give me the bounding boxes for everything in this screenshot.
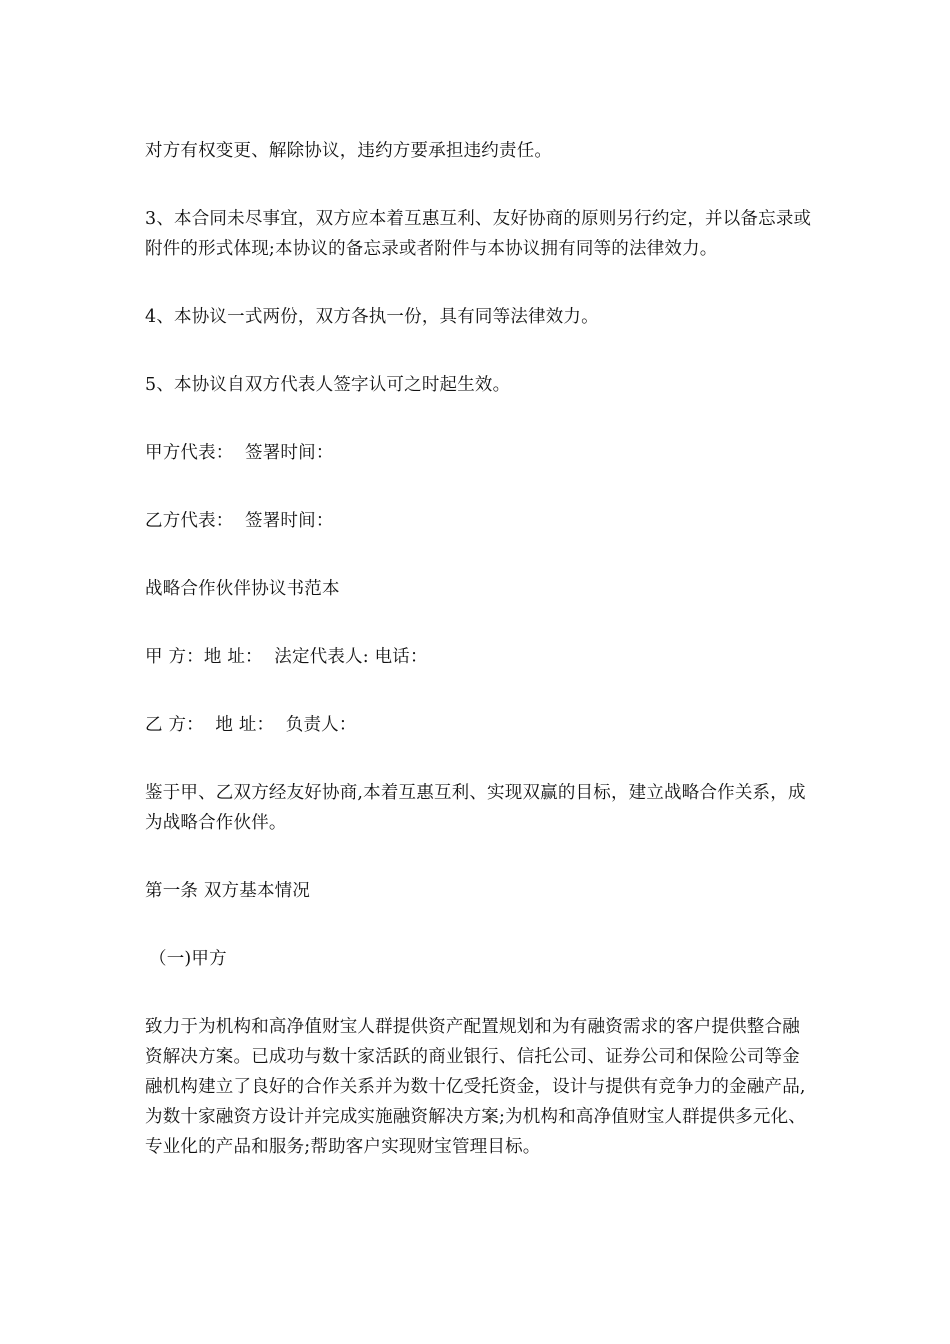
- section-party-a-heading: （一)甲方: [149, 949, 227, 969]
- preamble-paragraph: 鉴于甲、乙双方经友好协商,本着互惠互利、实现双赢的目标，建立战略合作关系，成为战略合作伙伴。: [145, 783, 806, 833]
- party-b-info: 乙 方： 地 址： 负责人：: [145, 715, 357, 735]
- paragraph-clause-4: 4、本协议一式两份，双方各执一份，具有同等法律效力。: [145, 307, 599, 327]
- party-a-info: 甲 方：地 址： 法定代表人: 电话：: [145, 647, 428, 667]
- document-title: 战略合作伙伴协议书范本: [145, 579, 340, 599]
- party-a-description: 致力于为机构和高净值财宝人群提供资产配置规划和为有融资需求的客户提供整合融资解决方案。已成功与数十家活跃的商业银行、信托公司、证券公司和保险公司等金融机构建立了良好的合作关系并为数十亿受托资金，设计与提供有竞争力的金融产品,为数十家融资方设计并完成实施融资解决方案;为机构和高净值财宝人群提供多元化、专业化的产品和服务;帮助客户实现财宝管理目标。: [145, 1017, 806, 1157]
- paragraph-clause-3: 3、本合同未尽事宜，双方应本着互惠互利、友好协商的原则另行约定，并以备忘录或附件的形式体现;本协议的备忘录或者附件与本协议拥有同等的法律效力。: [145, 209, 812, 259]
- document-body: [145, 136, 815, 1200]
- party-a-signature-line: 甲方代表： 签署时间：: [145, 443, 334, 463]
- paragraph-breach-clause: 对方有权变更、解除协议，违约方要承担违约责任。: [145, 141, 553, 161]
- article-1-heading: 第一条 双方基本情况: [145, 881, 311, 901]
- paragraph-clause-5: 5、本协议自双方代表人签字认可之时起生效。: [145, 375, 511, 395]
- party-b-signature-line: 乙方代表： 签署时间：: [145, 511, 334, 531]
